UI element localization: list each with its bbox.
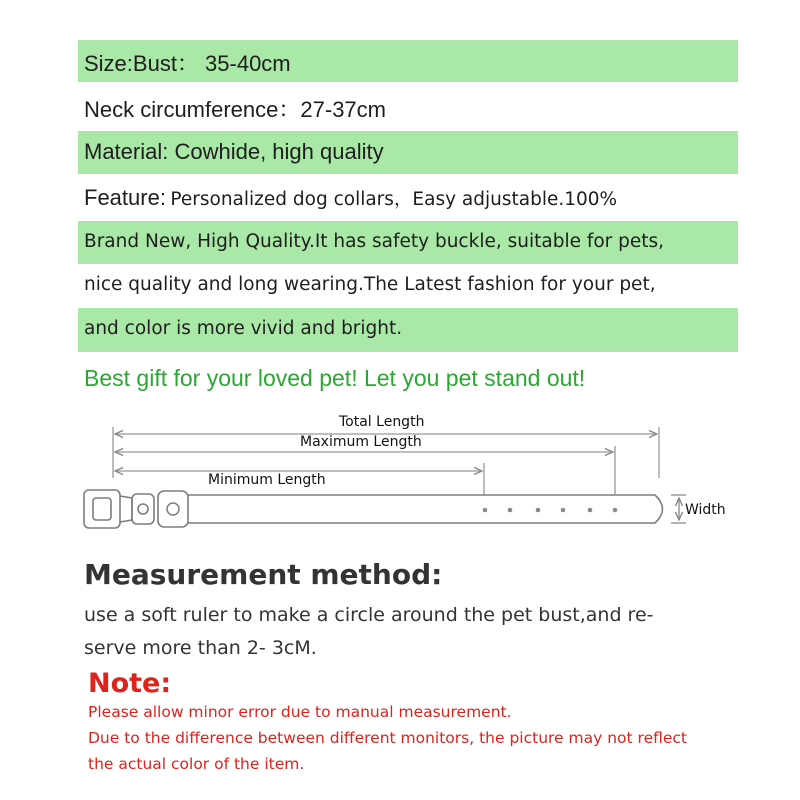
width-dimension bbox=[671, 495, 686, 523]
size-spec: Size:Bust： 35-40cm bbox=[84, 51, 291, 76]
note-title: Note: bbox=[88, 668, 172, 699]
feature-label: Feature: bbox=[84, 185, 166, 210]
width-label: Width bbox=[685, 502, 726, 518]
note-line-2: Due to the difference between different monitors, the picture may not reflect bbox=[88, 729, 687, 747]
maximum-length-dimension bbox=[115, 446, 615, 494]
measurement-line-1: use a soft ruler to make a circle around the pet bust,and re- bbox=[84, 604, 654, 626]
material-spec: Material: Cowhide, high quality bbox=[84, 139, 384, 164]
measurement-title: Measurement method: bbox=[84, 558, 443, 591]
minimum-length-label: Minimum Length bbox=[208, 472, 326, 488]
collar-keeper bbox=[158, 491, 188, 527]
description-line-4: and color is more vivid and bright. bbox=[84, 318, 403, 339]
note-line-1: Please allow minor error due to manual measurement. bbox=[88, 703, 512, 721]
measurement-line-2: serve more than 2- 3cM. bbox=[84, 637, 317, 659]
buckle-icon bbox=[84, 490, 154, 528]
maximum-length-label: Maximum Length bbox=[300, 434, 422, 450]
description-line-2: Brand New, High Quality.It has safety buckle, suitable for pets, bbox=[84, 231, 665, 252]
note-line-3: the actual color of the item. bbox=[88, 755, 305, 773]
description-line-3: nice quality and long wearing.The Latest fashion for your pet, bbox=[84, 274, 656, 295]
tagline: Best gift for your loved pet! Let you pet stand out! bbox=[84, 365, 586, 391]
neck-spec: Neck circumference：27-37cm bbox=[84, 97, 386, 122]
total-length-label: Total Length bbox=[339, 414, 425, 430]
feature-text: Personalized dog collars，Easy adjustable.100% bbox=[170, 189, 618, 210]
